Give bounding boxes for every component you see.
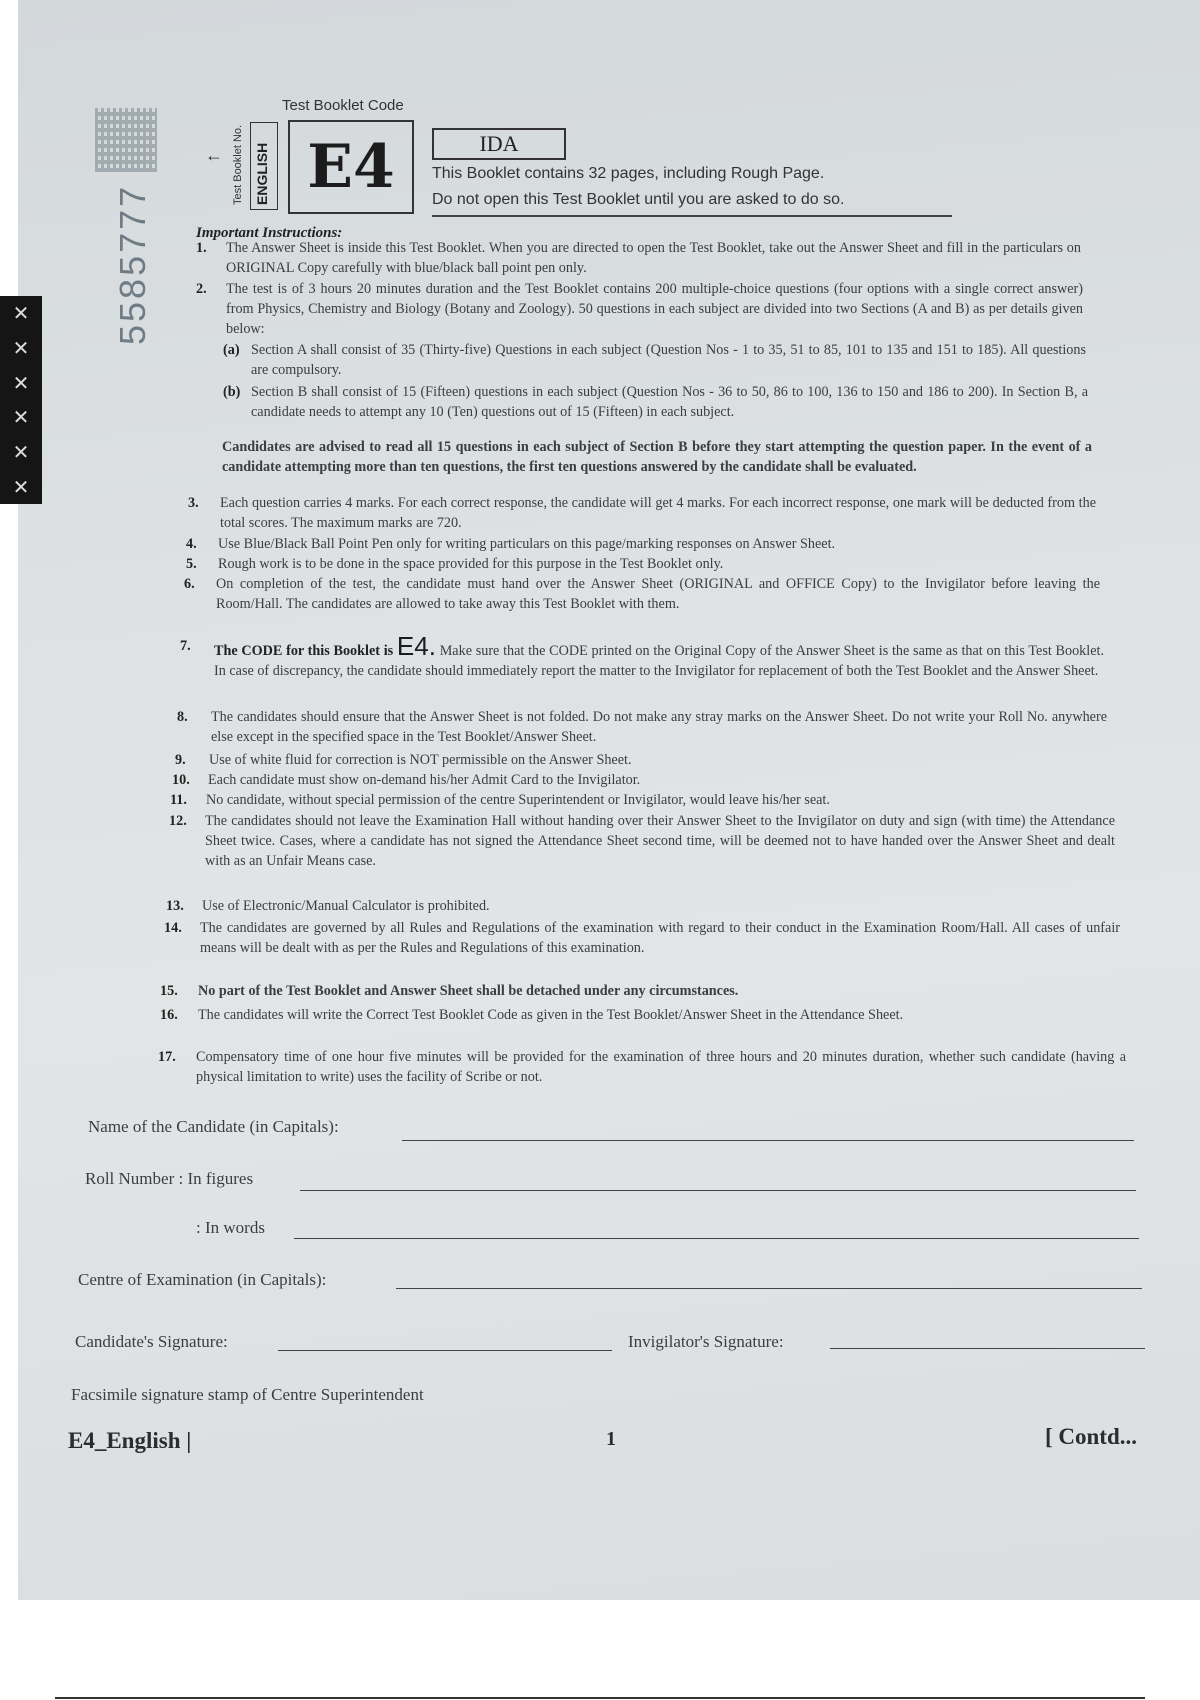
instruction-note: Candidates are advised to read all 15 questions in each subject of Section B before they start attempting the question paper. In the event of a candidate attempting more than ten questions, the first ten questions answered by the candidate shall be evaluated. [222,439,1092,475]
instruction-item: 8. The candidates should ensure that the Answer Sheet is not folded. Do not make any stray marks on the Answer Sheet. Do not write your Roll No. anywhere else except in the specified space in the Test Booklet/Answer Sheet. [177,709,1107,745]
instruction-item: 13. Use of Electronic/Manual Calculator is prohibited. [166,898,490,914]
box-code: IDA [432,128,566,160]
instruction-item: 2. The test is of 3 hours 20 minutes duration and the Test Booklet contains 200 multiple-choice questions (four options with a single correct answer) from Physics, Chemistry and Biology (Botany and Zoology). 50 questions in each subject are divided into two Sections (A and B) as per details given below: [196,281,1083,337]
instruction-item: 12. The candidates should not leave the Examination Hall without handing over their Answer Sheet to the Invigilator on duty and sign (with time) the Attendance Sheet twice. Cases, where a candidate has not signed the Attendance Sheet second time, will be deemed not to have handed over the Answer Sheet and dealt with as an Unfair Means case. [169,813,1115,869]
instruction-subitem: (b) Section B shall consist of 15 (Fifteen) questions in each subject (Question Nos - 36 to 50, 86 to 100, 136 to 150 and 186 to 200). In Section B, a candidate needs to attempt any 10 (Ten) questions out of 15 (Fifteen) in each subject. [223,384,1088,420]
roll-number-figures-field[interactable] [300,1190,1136,1191]
timing-mark-strip [0,296,42,504]
cross-mark-icon: ✕ [12,474,30,499]
roll-number-words-label: : In words [196,1218,265,1237]
instructions-heading: Important Instructions: [196,225,343,241]
booklet-code: E4 [288,120,414,214]
instruction-item: 6. On completion of the test, the candidate must hand over the Answer Sheet (ORIGINAL and OFFICE Copy) to the Invigilator before leaving the Room/Hall. The candidates are allowed to take away this Test Booklet with them. [184,576,1100,612]
continued-label: [ Contd... [1045,1424,1138,1449]
cross-mark-icon: ✕ [12,335,30,360]
test-booklet-no-label: Test Booklet No. [232,124,244,205]
instruction-item: 14. The candidates are governed by all Rules and Regulations of the examination with regard to their conduct in the Examination Room/Hall. All cases of unfair means will be dealt with as per the Rules and Regulations of this examination. [164,920,1120,956]
instruction-item: 16. The candidates will write the Correct Test Booklet Code as given in the Test Booklet/Answer Sheet in the Attendance Sheet. [160,1007,904,1023]
pages-note: This Booklet contains 32 pages, including Rough Page. [432,165,825,182]
cross-mark-icon: ✕ [12,370,30,395]
page-number: 1 [606,1428,616,1450]
footer-code-language: E4_English | [68,1428,192,1453]
cross-mark-icon: ✕ [12,439,30,464]
test-booklet-code-label: Test Booklet Code [282,97,404,114]
cross-mark-icon: ✕ [12,301,30,326]
centre-of-examination-label: Centre of Examination (in Capitals): [78,1270,327,1289]
bottom-divider [55,1697,1145,1699]
barcode-image [95,108,157,172]
language-label: ENGLISH [254,142,270,205]
facsimile-stamp-label: Facsimile signature stamp of Centre Superintendent [71,1385,424,1404]
cross-mark-icon: ✕ [12,405,30,430]
arrow-left-icon: ← [205,145,223,165]
instruction-item: 5. Rough work is to be done in the space provided for this purpose in the Test Booklet only. [186,556,724,572]
candidate-signature-field[interactable] [278,1350,612,1351]
instruction-item: 9. Use of white fluid for correction is NOT permissible on the Answer Sheet. [175,752,632,768]
instruction-item: 17. Compensatory time of one hour five minutes will be provided for the examination of three hours and 20 minutes duration, whether such candidate (having a physical limitation to write) uses the facility of Scribe or not. [158,1049,1126,1085]
candidate-name-label: Name of the Candidate (in Capitals): [88,1117,339,1136]
serial-number: 5585777 [112,183,153,345]
instruction-item-code: 7. The CODE for this Booklet is E4. Make sure that the CODE printed on the Original Copy of the Answer Sheet is the same as that on this Test Booklet. In case of discrepancy, the candidate should immediately report the matter to the Invigilator for replacement of both the Test Booklet and the Answer Sheet. [180,631,1105,679]
header-divider [432,215,952,217]
instruction-item: 1. The Answer Sheet is inside this Test Booklet. When you are directed to open the Test Booklet, take out the Answer Sheet and fill in the particulars on ORIGINAL Copy carefully with blue/black ball point pen only. [196,240,1081,276]
instruction-item: 11. No candidate, without special permission of the centre Superintendent or Invigilator, would leave his/her seat. [170,792,830,808]
candidate-signature-label: Candidate's Signature: [75,1332,228,1351]
instruction-item: 10. Each candidate must show on-demand his/her Admit Card to the Invigilator. [172,772,641,788]
centre-of-examination-field[interactable] [396,1288,1142,1289]
invigilator-signature-field[interactable] [830,1348,1145,1349]
roll-number-words-field[interactable] [294,1238,1139,1239]
instruction-item: 4. Use Blue/Black Ball Point Pen only for writing particulars on this page/marking responses on Answer Sheet. [186,536,836,552]
roll-number-figures-label: Roll Number : In figures [85,1169,254,1188]
instruction-item: 15. No part of the Test Booklet and Answer Sheet shall be detached under any circumstances. [160,983,739,999]
open-note: Do not open this Test Booklet until you are asked to do so. [432,191,845,208]
invigilator-signature-label: Invigilator's Signature: [628,1332,784,1351]
inline-booklet-code: E4. [396,631,436,661]
instruction-item: 3. Each question carries 4 marks. For each correct response, the candidate will get 4 marks. For each incorrect response, one mark will be deducted from the total scores. The maximum marks are 720. [188,495,1096,531]
candidate-name-field[interactable] [402,1140,1134,1141]
instruction-subitem: (a) Section A shall consist of 35 (Thirty-five) Questions in each subject (Question Nos - 1 to 35, 51 to 85, 101 to 135 and 151 to 185). All questions are compulsory. [223,342,1086,378]
